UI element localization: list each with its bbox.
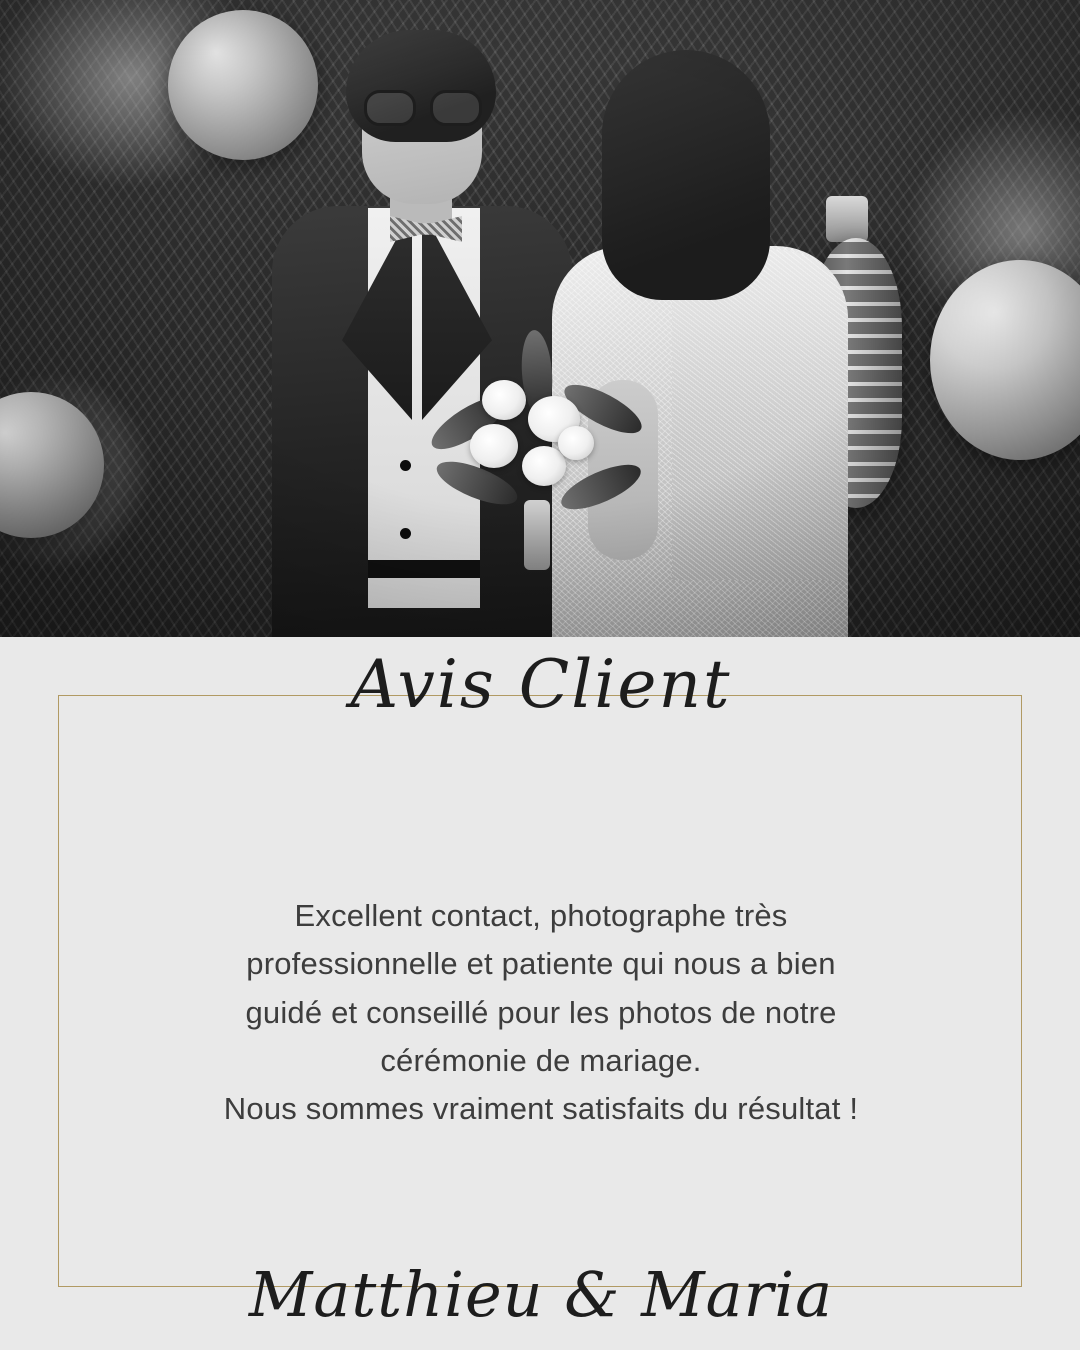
quote-line: Excellent contact, photographe très: [294, 898, 788, 933]
quote-line: guidé et conseillé pour les photos de notre: [245, 994, 837, 1030]
groom-hair: [346, 30, 496, 142]
quote-line: professionnelle et patiente qui nous a bien: [246, 946, 836, 982]
bouquet-flower: [522, 446, 566, 486]
bouquet-leaf: [556, 456, 647, 518]
testimonial-frame: [58, 646, 1022, 1331]
quote-line: Nous sommes vraiment satisfaits du résultat !: [223, 1091, 859, 1127]
couple-photo: [0, 0, 1080, 637]
groom-jacket-button-top: [400, 460, 411, 471]
testimonial-signature: Matthieu & Maria: [248, 1258, 834, 1331]
quote-line: cérémonie de mariage.: [380, 1043, 702, 1079]
bride-hair: [602, 50, 770, 300]
testimonial-quote: [131, 892, 951, 1134]
bridal-bouquet: [440, 350, 640, 570]
groom-glasses: [362, 90, 484, 120]
groom-jacket-button-bottom: [400, 528, 411, 539]
bouquet-flower: [482, 380, 526, 420]
testimonial-heading: Avis Client: [350, 646, 732, 723]
bouquet-flower: [558, 426, 594, 460]
testimonial-panel: [0, 637, 1080, 1350]
bouquet-stems: [524, 500, 550, 570]
bouquet-flower: [470, 424, 518, 468]
